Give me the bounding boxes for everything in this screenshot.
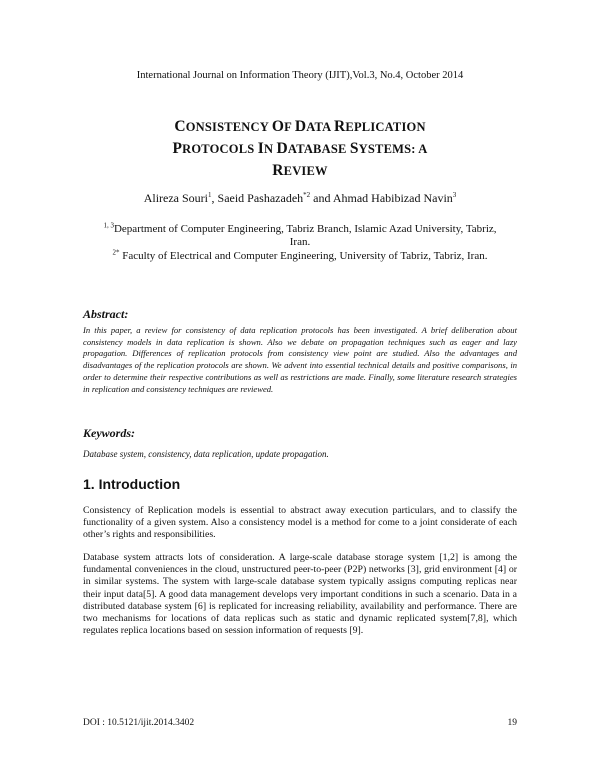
keywords-heading: Keywords: [83,426,135,440]
title-line-3: REVIEW [272,162,328,179]
paper-title [90,116,510,182]
author-list [0,191,600,206]
abstract-heading: Abstract: [83,307,129,321]
introduction-paragraph-1: Consistency of Replication models is essential to abstract away execution particulars, and to classify the functionality of a given system. Also a consistency model is a method for come to a joint considerate of each other’s rights and responsibilities. [83,505,517,541]
author-1: Alireza Souri [143,191,209,205]
section-heading-introduction: 1. Introduction [83,476,181,492]
author-1-marker: 1 [208,191,212,199]
journal-header: International Journal on Information Theory (IJIT),Vol.3, No.4, October 2014 [136,70,464,81]
author-3: and Ahmad Habibizad Navin [310,191,453,205]
author-2-marker: *2 [303,191,311,199]
author-3-marker: 3 [452,191,457,199]
affiliation-1 [95,223,505,249]
introduction-paragraph-2: Database system attracts lots of consideration. A large-scale database storage system [1,2] is among the fundamental conveniences in the cloud, unstructured peer-to-peer (P2P) networks [3], grid environment [4] or in similar systems. The system with large-scale database system typically assigns computing replicas near their input data[5]. A good data management develops very important conditions in such a scenario. Data in a distributed database system [6] is replicated for increasing reliability, availability and performance. There are two mechanisms for locations of data replicas such as static and dynamic replicated system[7,8], which regulates replica locations based on session information of requests [9]. [83,552,517,637]
affiliation-2 [95,250,505,263]
affiliation-2-marker: 2* [112,248,120,257]
affiliation-1-text: Department of Computer Engineering, Tabriz Branch, Islamic Azad University, Tabriz, Iran. [113,223,497,248]
title-line-2: PROTOCOLS IN DATABASE SYSTEMS: A [172,140,428,157]
title-line-1: CONSISTENCY OF DATA REPLICATION [174,118,426,135]
footer-doi: DOI : 10.5121/ijit.2014.3402 [83,718,195,728]
affiliation-1-marker: 1, 3 [103,221,114,230]
page-number: 19 [507,718,517,728]
keywords-body: Database system, consistency, data replication, update propagation. [83,449,329,459]
affiliation-2-text: Faculty of Electrical and Computer Engineering, University of Tabriz, Tabriz, Iran. [119,250,488,262]
author-2: , Saeid Pashazadeh [211,191,304,205]
abstract-body: In this paper, a review for consistency of data replication protocols has been investigated. A brief deliberation about consistency models in data replication is shown. Also we debate on propagation techniques such as eager and lazy propagation. Differences of replication protocols from consistency view point are studied. Also the advantages and disadvantages of the replication protocols are shown. We advent into essential technical details and positive comparisons, in order to determine their respective contributions as well as restrictions are made. Finally, some literature research strategies in replication and consistency techniques are reviewed. [83,325,517,394]
